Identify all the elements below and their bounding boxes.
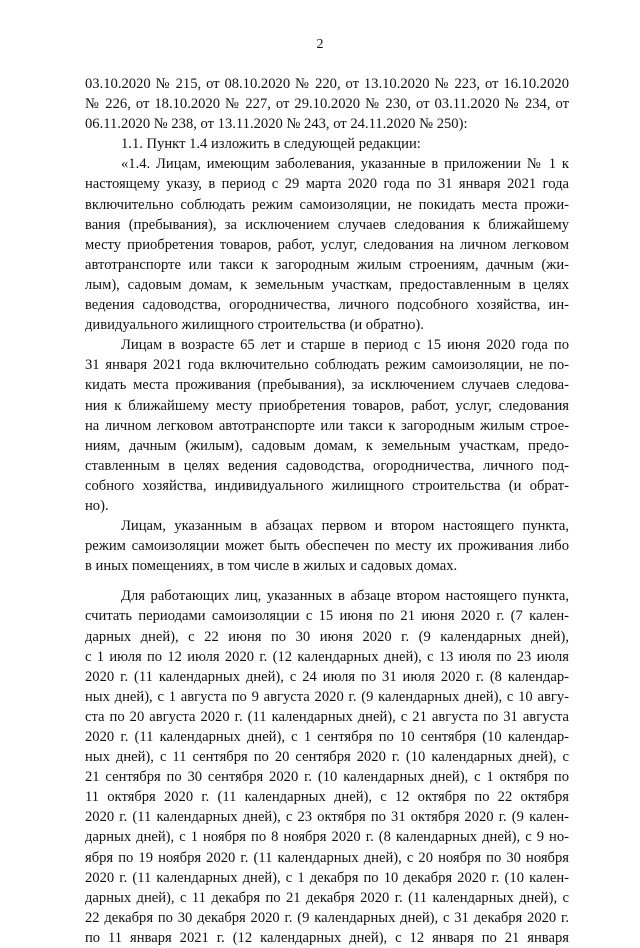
paragraph [85,586,569,948]
text-line: по 11 января 2021 г. (12 календарных дней), с 12 января по 21 января [85,929,569,946]
paragraph [85,516,569,576]
text-line: дивидуального жилищного строительства (и обратно). [85,317,424,334]
text-line: 2020 г. (11 календарных дней), с 23 октября по 31 октября 2020 г. (9 кален- [85,809,569,826]
paragraph [85,74,569,134]
text-line: ября по 19 ноября 2020 г. (11 календарных дней), с 20 ноября по 30 ноября [85,849,569,866]
text-line: ста по 20 августа 2020 г. (11 календарных дней), с 21 августа по 31 августа [85,708,569,725]
text-line: дарных дней), с 11 декабря по 21 декабря 2020 г. (11 календарных дней), с [85,889,569,906]
text-line: ведения садоводства, огородничества, личного подсобного хозяйства, ин- [85,297,569,314]
text-line: лым), садовым домам, к земельным участкам, предоставленным в целях [85,276,569,293]
text-line: настоящему указу, в период с 29 марта 2020 года по 31 января 2021 года [85,176,569,193]
paragraph [85,335,569,516]
page-number: 2 [316,37,324,52]
text-line: ных дней), с 1 августа по 9 августа 2020 г. (9 календарных дней), с 10 авгу- [85,688,569,705]
text-line: 06.11.2020 № 238, от 13.11.2020 № 243, от 24.11.2020 № 250): [85,116,468,133]
text-line: «1.4. Лицам, имеющим заболевания, указанные в приложении № 1 к [121,156,569,173]
text-line: дарных дней), с 22 июня по 30 июня 2020 г. (9 календарных дней), [85,628,569,645]
text-line: режим самоизоляции может быть обеспечен по месту их проживания либо [85,538,569,555]
text-line: автотранспорте или такси к загородным жилым строениям, дачным (жи- [85,256,569,273]
text-line: 2020 г. (11 календарных дней), с 24 июля по 31 июля 2020 г. (8 календар- [85,668,569,685]
text-line: ных дней), с 11 сентября по 20 сентября 2020 г. (10 календарных дней), с [85,749,569,766]
text-line: Для работающих лиц, указанных в абзаце втором настоящего пункта, [121,588,569,605]
text-line: дарных дней), с 1 ноября по 8 ноября 2020 г. (8 календарных дней), с 9 но- [85,829,569,846]
text-line: собного хозяйства, индивидуального жилищного строительства (и обрат- [85,477,569,494]
text-line: с 1 июля по 12 июля 2020 г. (12 календарных дней), с 13 июля по 23 июля [85,648,569,665]
text-line: Лицам, указанным в абзацах первом и втором настоящего пункта, [121,518,569,535]
text-line: 2020 г. (11 календарных дней), с 1 декабря по 10 декабря 2020 г. (10 кален- [85,869,569,886]
document-body [85,74,569,948]
text-line: в иных помещениях, в том числе в жилых и садовых домах. [85,558,458,575]
text-line: 21 сентября по 30 сентября 2020 г. (10 календарных дней), с 1 октября по [85,769,569,786]
text-line: 31 января 2021 года включительно соблюдать режим самоизоляции, не по- [85,357,569,374]
text-line: кидать места проживания (пребывания), за исключением случаев следова- [85,377,569,394]
text-line: ставленным в целях ведения садоводства, огородничества, личного под- [85,457,569,474]
text-line: но). [85,497,109,514]
text-line: месту приобретения товаров, работ, услуг, следования на личном легковом [85,236,569,253]
text-line: 1.1. Пункт 1.4 изложить в следующей редакции: [121,136,421,153]
text-line: Лицам в возрасте 65 лет и старше в период с 15 июня 2020 года по [121,337,569,354]
text-line: 11 октября 2020 г. (11 календарных дней), с 12 октября по 22 октября [85,789,569,806]
text-line: включительно соблюдать режим самоизоляции, не покидать места прожи- [85,196,569,213]
text-line: 22 декабря по 30 декабря 2020 г. (9 календарных дней), с 31 декабря 2020 г. [85,909,569,926]
text-line: № 226, от 18.10.2020 № 227, от 29.10.2020 № 230, от 03.11.2020 № 234, от [85,96,569,113]
paragraph [85,134,569,154]
text-line: ниям, дачным (жилым), садовым домам, к земельным участкам, предо- [85,437,569,454]
text-line: вания (пребывания), за исключением случаев следования к ближайшему [85,216,569,233]
paragraph [85,154,569,335]
text-line: считать периодами самоизоляции с 15 июня по 21 июня 2020 г. (7 кален- [85,608,569,625]
text-line: на личном легковом автотранспорте или такси к загородным жилым строе- [85,417,569,434]
text-line: ния к ближайшему месту приобретения товаров, работ, услуг, следования [85,397,569,414]
text-line: 2020 г. (11 календарных дней), с 1 сентября по 10 сентября (10 календар- [85,729,569,745]
text-line: 03.10.2020 № 215, от 08.10.2020 № 220, от 13.10.2020 № 223, от 16.10.2020 [85,76,569,92]
paragraph-gap [85,576,569,586]
